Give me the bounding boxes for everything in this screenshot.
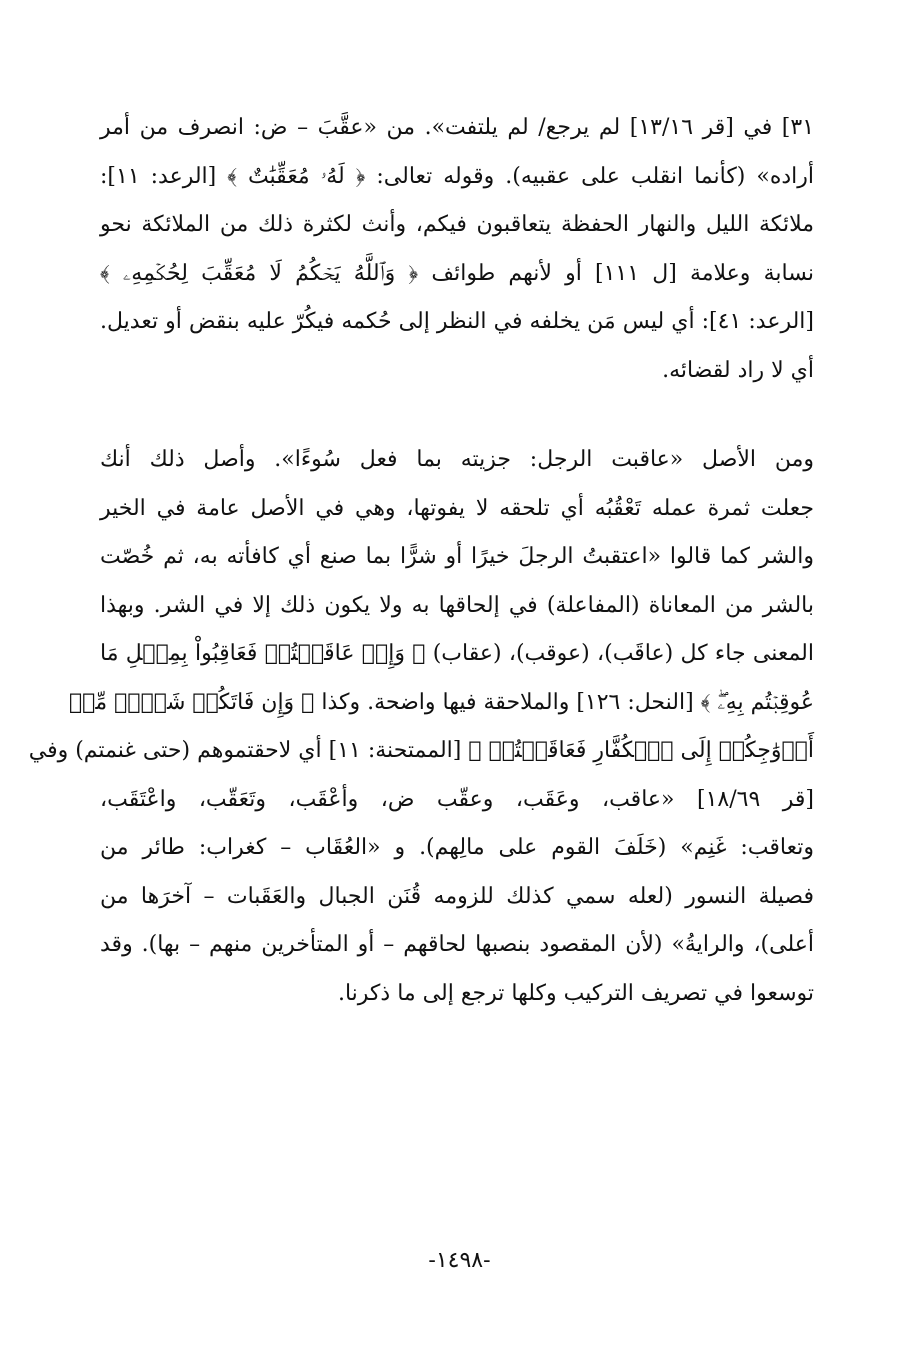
text-line: جعلت ثمرة عمله تَعْقُبُه أي تلحقه لا يفوتها، وهي في الأصل عامة في الخير bbox=[100, 495, 814, 521]
text-line: ٣١] في [قر ١٣/١٦] لم يرجع/ لم يلتفت». من «عقَّبَ – ض: انصرف من أمر bbox=[100, 115, 815, 140]
text-line: عُوقِبۡتُم بِهِۦۖ ﴾ [النحل: ١٢٦] والملاحقة فيها واضحة. وكذا ﴿ وَإِن فَاتَكُمۡ شَيۡءٞ مِّنۡ bbox=[68, 689, 814, 715]
paragraph-1 bbox=[100, 104, 814, 395]
page-number: -١٤٩٨- bbox=[428, 1248, 491, 1273]
text-line: [قر ١٨/٦٩] «عاقب، وعَقَب، وعقّب ض، وأعْقَب، وتَعَقّب، واعْتَقَب، bbox=[100, 786, 815, 812]
text-line: [الرعد: ٤١]: أي ليس مَن يخلفه في النظر إلى حُكمه فيكُرّ عليه بنقض أو تعديل. bbox=[100, 309, 814, 334]
paragraph-2 bbox=[28, 436, 815, 1018]
text-line: فصيلة النسور (لعله سمي كذلك للزومه قُنَن الجبال والعَقَبات – آخرَها من bbox=[100, 883, 814, 909]
text-line: وتعاقب: غَنِم» (خَلَفَ القوم على مالِهم). و «العُقَاب – كغراب: طائر من bbox=[100, 835, 814, 860]
text-line: ملائكة الليل والنهار الحفظة يتعاقبون فيكم، وأنث لكثرة ذلك من الملائكة نحو bbox=[100, 212, 814, 237]
text-line: أراده» (كأنما انقلب على عقبيه). وقوله تعالى: ﴿ لَهُۥ مُعَقِّبَٰتٌ ﴾ [الرعد: ١١]: bbox=[100, 163, 814, 189]
text-line: بالشر من المعاناة (المفاعلة) في إلحاقها به ولا يكون ذلك إلا في الشر. وبهذا bbox=[100, 592, 814, 618]
text-line: أعلى)، والرايةُ» (لأن المقصود بنصبها لحاقهم – أو المتأخرين منهم – بها). وقد bbox=[100, 932, 814, 957]
text-line: أَزۡوَٰجِكُمۡ إِلَى ٱلۡكُفَّارِ فَعَاقَبۡتُمۡ ﴾ [الممتحنة: ١١] أي لاحقتموهم (حتى غنمتم) وفي bbox=[28, 738, 814, 763]
text-line: المعنى جاء كل (عاقَب)، (عوقب)، (عقاب) ﴿ وَإِنۡ عَاقَبۡتُمۡ فَعَاقِبُواْ بِمِثۡلِ مَا bbox=[100, 641, 814, 666]
text-line: أي لا راد لقضائه. bbox=[662, 357, 814, 383]
text-line: ومن الأصل «عاقبت الرجل: جزيته بما فعل سُوءًا». وأصل ذلك أنك bbox=[100, 447, 814, 472]
text-line: توسعوا في تصريف التركيب وكلها ترجع إلى ما ذكرنا. bbox=[337, 980, 814, 1006]
text-line: نسابة وعلامة [ل ١١١] أو لأنهم طوائف ﴿ وَٱللَّهُ يَحۡكُمُ لَا مُعَقِّبَ لِحُكۡمِهِۦ ﴾ bbox=[100, 260, 814, 286]
text-line: والشر كما قالوا «اعتقبتُ الرجلَ خيرًا أو شرًّا بما صنع أي كافأته به، ثم خُصّت bbox=[100, 544, 814, 569]
